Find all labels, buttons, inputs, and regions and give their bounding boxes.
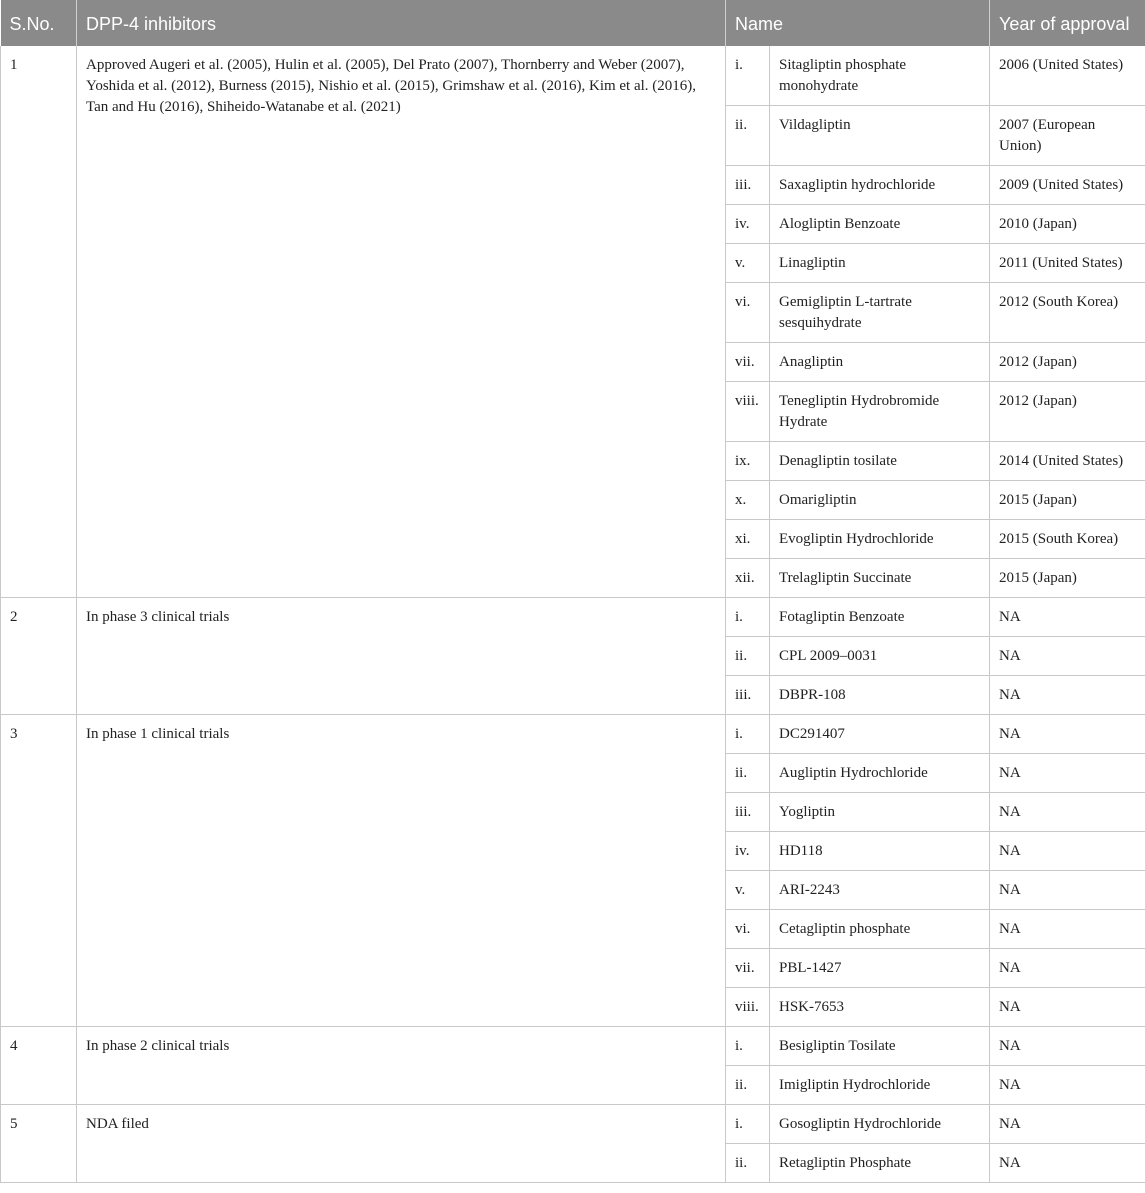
drug-name-cell: Anagliptin [770,343,990,382]
approval-year-cell: 2011 (United States) [990,244,1145,283]
approval-year-cell: 2012 (South Korea) [990,283,1145,343]
item-number-cell: iii. [726,676,770,715]
approval-year-cell: NA [990,832,1145,871]
item-number-cell: i. [726,46,770,106]
inhibitor-category-cell: In phase 2 clinical trials [77,1027,726,1105]
approval-year-cell: 2015 (South Korea) [990,520,1145,559]
drug-name-cell: PBL-1427 [770,949,990,988]
item-number-cell: ii. [726,637,770,676]
item-number-cell: iii. [726,793,770,832]
header-name: Name [726,0,990,46]
approval-year-cell: 2014 (United States) [990,442,1145,481]
item-number-cell: ii. [726,106,770,166]
header-year-of-approval: Year of approval [990,0,1145,46]
serial-number-cell: 5 [1,1105,77,1183]
drug-name-cell: HSK-7653 [770,988,990,1027]
item-number-cell: ii. [726,754,770,793]
serial-number-cell: 1 [1,46,77,598]
approval-year-cell: NA [990,1027,1145,1066]
drug-name-cell: Cetagliptin phosphate [770,910,990,949]
item-number-cell: i. [726,715,770,754]
table-row [1,1105,1145,1144]
table-header-row [1,0,1145,46]
table-row [1,715,1145,754]
drug-name-cell: Sitagliptin phosphate monohydrate [770,46,990,106]
drug-name-cell: Imigliptin Hydrochloride [770,1066,990,1105]
drug-name-cell: HD118 [770,832,990,871]
approval-year-cell: NA [990,754,1145,793]
item-number-cell: i. [726,1027,770,1066]
serial-number-cell: 2 [1,598,77,715]
approval-year-cell: NA [990,637,1145,676]
item-number-cell: xii. [726,559,770,598]
approval-year-cell: 2009 (United States) [990,166,1145,205]
drug-name-cell: Omarigliptin [770,481,990,520]
approval-year-cell: 2012 (Japan) [990,343,1145,382]
drug-name-cell: Linagliptin [770,244,990,283]
table-body [1,46,1145,1183]
item-number-cell: v. [726,244,770,283]
approval-year-cell: NA [990,598,1145,637]
approval-year-cell: NA [990,988,1145,1027]
approval-year-cell: NA [990,793,1145,832]
approval-year-cell: NA [990,1105,1145,1144]
serial-number-cell: 4 [1,1027,77,1105]
item-number-cell: iii. [726,166,770,205]
inhibitor-category-cell: Approved Augeri et al. (2005), Hulin et al. (2005), Del Prato (2007), Thornberry and Weber (2007), Yoshida et al. (2012), Burness (2015), Nishio et al. (2015), Grimshaw et al. (2016), Kim et al. (2016), Tan and Hu (2016), Shiheido-Watanabe et al. (2021) [77,46,726,598]
approval-year-cell: 2015 (Japan) [990,481,1145,520]
drug-name-cell: CPL 2009–0031 [770,637,990,676]
drug-name-cell: DBPR-108 [770,676,990,715]
item-number-cell: xi. [726,520,770,559]
approval-year-cell: NA [990,676,1145,715]
item-number-cell: i. [726,598,770,637]
item-number-cell: i. [726,1105,770,1144]
drug-name-cell: Besigliptin Tosilate [770,1027,990,1066]
item-number-cell: x. [726,481,770,520]
item-number-cell: vi. [726,910,770,949]
item-number-cell: ii. [726,1144,770,1183]
table-row [1,1027,1145,1066]
drug-name-cell: Yogliptin [770,793,990,832]
approval-year-cell: 2015 (Japan) [990,559,1145,598]
approval-year-cell: NA [990,1066,1145,1105]
drug-name-cell: Denagliptin tosilate [770,442,990,481]
drug-name-cell: Gosogliptin Hydrochloride [770,1105,990,1144]
item-number-cell: vii. [726,343,770,382]
drug-name-cell: Augliptin Hydrochloride [770,754,990,793]
approval-year-cell: NA [990,1144,1145,1183]
approval-year-cell: 2007 (European Union) [990,106,1145,166]
approval-year-cell: 2010 (Japan) [990,205,1145,244]
drug-name-cell: Fotagliptin Benzoate [770,598,990,637]
drug-name-cell: Tenegliptin Hydrobromide Hydrate [770,382,990,442]
item-number-cell: iv. [726,205,770,244]
approval-year-cell: 2006 (United States) [990,46,1145,106]
item-number-cell: ix. [726,442,770,481]
drug-name-cell: DC291407 [770,715,990,754]
item-number-cell: vii. [726,949,770,988]
drug-name-cell: Evogliptin Hydrochloride [770,520,990,559]
item-number-cell: viii. [726,988,770,1027]
table-row [1,598,1145,637]
inhibitor-category-cell: NDA filed [77,1105,726,1183]
approval-year-cell: NA [990,910,1145,949]
drug-name-cell: Alogliptin Benzoate [770,205,990,244]
item-number-cell: ii. [726,1066,770,1105]
approval-year-cell: 2012 (Japan) [990,382,1145,442]
approval-year-cell: NA [990,871,1145,910]
item-number-cell: iv. [726,832,770,871]
drug-name-cell: Trelagliptin Succinate [770,559,990,598]
table-row [1,46,1145,106]
approval-year-cell: NA [990,715,1145,754]
drug-name-cell: Retagliptin Phosphate [770,1144,990,1183]
item-number-cell: v. [726,871,770,910]
inhibitor-category-cell: In phase 3 clinical trials [77,598,726,715]
header-sno: S.No. [1,0,77,46]
drug-name-cell: Vildagliptin [770,106,990,166]
drug-name-cell: ARI-2243 [770,871,990,910]
item-number-cell: viii. [726,382,770,442]
drug-name-cell: Gemigliptin L-tartrate sesquihydrate [770,283,990,343]
item-number-cell: vi. [726,283,770,343]
drug-name-cell: Saxagliptin hydrochloride [770,166,990,205]
approval-year-cell: NA [990,949,1145,988]
inhibitor-category-cell: In phase 1 clinical trials [77,715,726,1027]
serial-number-cell: 3 [1,715,77,1027]
header-dpp4-inhibitors: DPP-4 inhibitors [77,0,726,46]
